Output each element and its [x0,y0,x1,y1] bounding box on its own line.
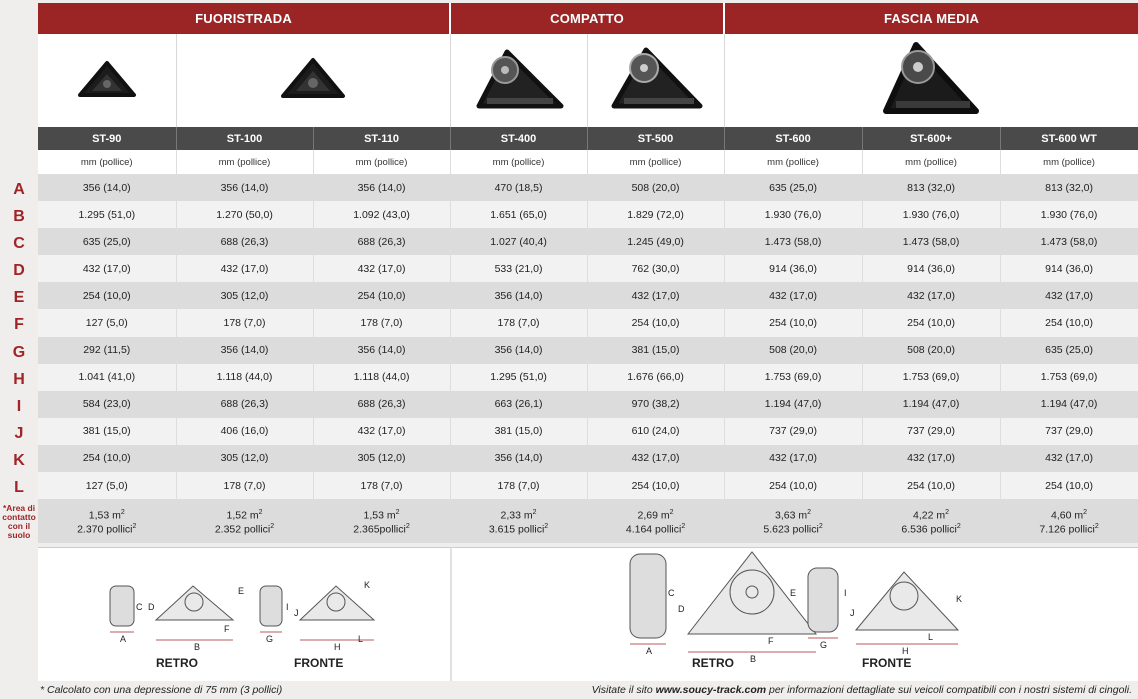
table-row [38,418,1138,445]
table-cell: 635 (25,0) [724,174,862,201]
contact-area-cell [313,499,450,543]
table-cell: 432 (17,0) [1000,282,1138,309]
table-cell: 1.473 (58,0) [1000,228,1138,255]
table-cell: 813 (32,0) [862,174,1000,201]
area-sq-in: 4.164 pollici [625,523,682,536]
table-cell: 1.930 (76,0) [862,201,1000,228]
table-cell: 432 (17,0) [587,282,724,309]
model-st-600-plus: ST-600+ [862,127,1000,150]
area-sup: 2 [532,508,537,516]
table-cell: 178 (7,0) [450,472,587,499]
dim-letter: D [678,604,685,614]
area-sup: 2 [818,523,823,531]
table-cell: 688 (26,3) [313,228,450,255]
table-cell: 432 (17,0) [176,255,313,282]
contact-area-cell [724,499,862,543]
row-letter: I [16,397,22,415]
table-cell: 1.753 (69,0) [1000,364,1138,391]
table-cell: 1.753 (69,0) [724,364,862,391]
table-cell: 356 (14,0) [176,337,313,364]
table-cell: 1.651 (65,0) [450,201,587,228]
table-cell: 356 (14,0) [176,174,313,201]
product-image-st-600 [724,34,1138,127]
dim-letter: B [194,642,201,652]
table-cell: 635 (25,0) [1000,337,1138,364]
area-sup: 2 [270,523,275,531]
dim-letter: C [668,588,675,598]
table-row [38,282,1138,309]
contact-area-row [38,499,1138,543]
unit-label: mm (pollice) [450,150,587,174]
unit-label: mm (pollice) [38,150,176,174]
area-sup: 2 [395,508,400,516]
table-cell: 381 (15,0) [450,418,587,445]
dim-letter: G [266,634,274,644]
diagram-large-fronte: FRONTE [862,656,912,670]
product-image-st-90 [38,34,176,127]
spec-table [38,3,1138,543]
table-cell: 254 (10,0) [862,472,1000,499]
table-cell: 356 (14,0) [313,174,450,201]
dim-letter: J [850,608,855,618]
table-cell: 432 (17,0) [587,445,724,472]
area-sup: 2 [120,508,125,516]
table-cell: 254 (10,0) [862,309,1000,336]
area-sup: 2 [1083,508,1088,516]
table-cell: 254 (10,0) [587,309,724,336]
table-cell: 762 (30,0) [587,255,724,282]
unit-label: mm (pollice) [862,150,1000,174]
table-cell: 1.027 (40,4) [450,228,587,255]
table-row [38,391,1138,418]
diagram-small-svg [38,548,450,681]
diagram-panel-large [452,547,1138,681]
table-cell: 356 (14,0) [38,174,176,201]
diagram-small-retro: RETRO [156,656,198,670]
table-cell: 508 (20,0) [724,337,862,364]
row-letter-labels [0,176,38,501]
table-row [38,201,1138,228]
unit-label: mm (pollice) [313,150,450,174]
table-cell: 635 (25,0) [38,228,176,255]
table-cell: 381 (15,0) [587,337,724,364]
contact-area-cell [862,499,1000,543]
dim-letter: L [358,634,364,644]
table-cell: 508 (20,0) [587,174,724,201]
table-cell: 305 (12,0) [313,445,450,472]
table-cell: 432 (17,0) [313,255,450,282]
row-letter: B [13,208,25,226]
row-letter: G [12,343,26,361]
unit-label: mm (pollice) [724,150,862,174]
table-cell: 178 (7,0) [176,472,313,499]
table-cell: 254 (10,0) [38,445,176,472]
dim-letter: H [334,642,341,652]
row-letter: E [13,289,25,307]
table-cell: 127 (5,0) [38,472,176,499]
row-letter: H [13,370,25,388]
dim-letter: L [928,632,934,642]
table-cell: 1.270 (50,0) [176,201,313,228]
table-cell: 432 (17,0) [724,282,862,309]
model-st-400: ST-400 [450,127,587,150]
table-cell: 914 (36,0) [724,255,862,282]
area-sq-in: 7.126 pollici [1039,523,1095,536]
table-cell: 1.194 (47,0) [862,391,1000,418]
table-cell: 305 (12,0) [176,282,313,309]
area-sup: 2 [1094,523,1099,531]
table-cell: 178 (7,0) [313,309,450,336]
model-st-500: ST-500 [587,127,724,150]
area-sup: 2 [669,508,674,516]
table-cell: 737 (29,0) [862,418,1000,445]
contact-area-cell [1000,499,1138,543]
website-note-pre: Visitate il sito [591,684,656,696]
area-sup: 2 [807,508,812,516]
table-cell: 432 (17,0) [724,445,862,472]
model-st-90: ST-90 [38,127,176,150]
dim-letter: D [148,602,155,612]
website-note [592,684,1132,696]
data-rows [38,174,1138,499]
table-cell: 1.194 (47,0) [724,391,862,418]
table-cell: 356 (14,0) [450,337,587,364]
table-cell: 1.930 (76,0) [724,201,862,228]
area-sq-in: 2.365pollici [353,523,406,536]
row-letter: L [14,479,24,497]
unit-label: mm (pollice) [176,150,313,174]
table-cell: 1.118 (44,0) [176,364,313,391]
area-m2: 2,69 m [637,509,670,522]
table-cell: 737 (29,0) [1000,418,1138,445]
table-cell: 1.295 (51,0) [450,364,587,391]
model-st-100: ST-100 [176,127,313,150]
table-cell: 610 (24,0) [587,418,724,445]
table-cell: 254 (10,0) [313,282,450,309]
area-sq-in: 2.352 pollici [214,523,271,536]
table-cell: 1.041 (41,0) [38,364,176,391]
table-cell: 914 (36,0) [1000,255,1138,282]
table-cell: 178 (7,0) [450,309,587,336]
table-cell: 292 (11,5) [38,337,176,364]
area-m2: 4,60 m [1051,509,1084,522]
contact-area-cell [176,499,313,543]
unit-row [38,150,1138,174]
table-cell: 970 (38,2) [587,391,724,418]
table-row [38,255,1138,282]
group-header-row [38,3,1138,34]
area-m2: 1,53 m [88,509,121,522]
diagram-large-svg [452,548,1138,681]
contact-area-label: *Area di contatto con il suolo [2,503,36,540]
group-fascia-media: FASCIA MEDIA [724,3,1138,34]
area-m2: 4,22 m [913,509,946,522]
row-letter: D [13,262,25,280]
product-image-row [38,34,1138,127]
table-cell: 737 (29,0) [724,418,862,445]
dim-letter: H [902,646,909,656]
table-row [38,309,1138,336]
dim-letter: K [364,580,371,590]
table-cell: 688 (26,3) [176,391,313,418]
dim-letter: A [646,646,653,656]
diagram-large-retro: RETRO [692,656,734,670]
dim-letter: E [238,586,245,596]
table-cell: 1.295 (51,0) [38,201,176,228]
dim-letter: B [750,654,757,664]
area-m2: 1,53 m [363,509,396,522]
dim-letter: F [224,624,230,634]
row-letter: J [14,424,24,442]
table-cell: 1.753 (69,0) [862,364,1000,391]
diagram-panel-small [38,547,452,681]
table-cell: 178 (7,0) [176,309,313,336]
dim-letter: G [820,640,828,650]
area-sup: 2 [132,523,137,531]
table-cell: 254 (10,0) [1000,472,1138,499]
area-sup: 2 [956,523,961,531]
table-cell: 1.245 (49,0) [587,228,724,255]
table-cell: 584 (23,0) [38,391,176,418]
table-cell: 1.473 (58,0) [724,228,862,255]
table-row [38,364,1138,391]
dim-letter: I [844,588,847,598]
table-cell: 1.118 (44,0) [313,364,450,391]
group-fuoristrada: FUORISTRADA [38,3,450,34]
table-cell: 254 (10,0) [724,309,862,336]
dim-letter: J [294,608,299,618]
table-cell: 508 (20,0) [862,337,1000,364]
diagram-small-fronte: FRONTE [294,656,344,670]
table-row [38,174,1138,201]
contact-area-cell [450,499,587,543]
model-st-600: ST-600 [724,127,862,150]
unit-label: mm (pollice) [587,150,724,174]
table-cell: 1.930 (76,0) [1000,201,1138,228]
table-cell: 254 (10,0) [587,472,724,499]
table-cell: 356 (14,0) [450,445,587,472]
table-cell: 178 (7,0) [313,472,450,499]
table-row [38,472,1138,499]
row-letter: F [14,316,24,334]
table-cell: 1.676 (66,0) [587,364,724,391]
table-cell: 1.194 (47,0) [1000,391,1138,418]
area-sup: 2 [405,523,410,531]
table-cell: 1.829 (72,0) [587,201,724,228]
area-m2: 1,52 m [226,509,259,522]
product-image-st-500 [587,34,724,127]
group-compatto: COMPATTO [450,3,724,34]
area-sq-in: 2.370 pollici [77,523,133,536]
spec-table-wrapper [38,3,1138,543]
dim-letter: I [286,602,289,612]
footnote: * Calcolato con una depressione di 75 mm (3 pollici) [40,684,283,696]
table-cell: 254 (10,0) [724,472,862,499]
unit-label: mm (pollice) [1000,150,1138,174]
contact-area-cell [587,499,724,543]
table-cell: 813 (32,0) [1000,174,1138,201]
table-cell: 432 (17,0) [313,418,450,445]
table-cell: 254 (10,0) [1000,309,1138,336]
table-cell: 432 (17,0) [1000,445,1138,472]
table-cell: 914 (36,0) [862,255,1000,282]
row-letter: K [13,451,25,469]
product-image-st-400 [450,34,587,127]
table-row [38,337,1138,364]
dim-letter: K [956,594,963,604]
website-note-post: per informazioni dettagliate sui veicoli compatibili con i nostri sistemi di cingoli. [766,684,1132,696]
area-sq-in: 5.623 pollici [763,523,819,536]
table-row [38,445,1138,472]
table-cell: 1.092 (43,0) [313,201,450,228]
area-sup: 2 [544,523,549,531]
area-sup: 2 [945,508,950,516]
table-cell: 254 (10,0) [38,282,176,309]
table-cell: 432 (17,0) [862,445,1000,472]
website-link[interactable]: www.soucy-track.com [655,684,767,696]
table-cell: 1.473 (58,0) [862,228,1000,255]
row-letter: A [13,181,25,198]
table-cell: 663 (26,1) [450,391,587,418]
area-sup: 2 [258,508,263,516]
table-cell: 127 (5,0) [38,309,176,336]
model-st-600-wt: ST-600 WT [1000,127,1138,150]
area-m2: 3,63 m [775,509,808,522]
table-cell: 305 (12,0) [176,445,313,472]
dim-letter: A [120,634,127,644]
row-letter: C [13,235,25,253]
area-sq-in: 6.536 pollici [901,523,957,536]
area-sup: 2 [681,523,686,531]
table-cell: 432 (17,0) [862,282,1000,309]
table-cell: 356 (14,0) [450,282,587,309]
table-cell: 688 (26,3) [313,391,450,418]
table-cell: 381 (15,0) [38,418,176,445]
dim-letter: F [768,636,774,646]
table-cell: 356 (14,0) [313,337,450,364]
table-cell: 432 (17,0) [38,255,176,282]
table-cell: 688 (26,3) [176,228,313,255]
product-image-st-100-110 [176,34,450,127]
table-cell: 533 (21,0) [450,255,587,282]
contact-area-cell [38,499,176,543]
table-cell: 406 (16,0) [176,418,313,445]
model-st-110: ST-110 [313,127,450,150]
area-m2: 2,33 m [500,509,533,522]
table-row [38,228,1138,255]
area-sq-in: 3.615 pollici [488,523,545,536]
table-cell: 470 (18,5) [450,174,587,201]
dim-letter: E [790,588,797,598]
model-row [38,127,1138,150]
dim-letter: C [136,602,143,612]
